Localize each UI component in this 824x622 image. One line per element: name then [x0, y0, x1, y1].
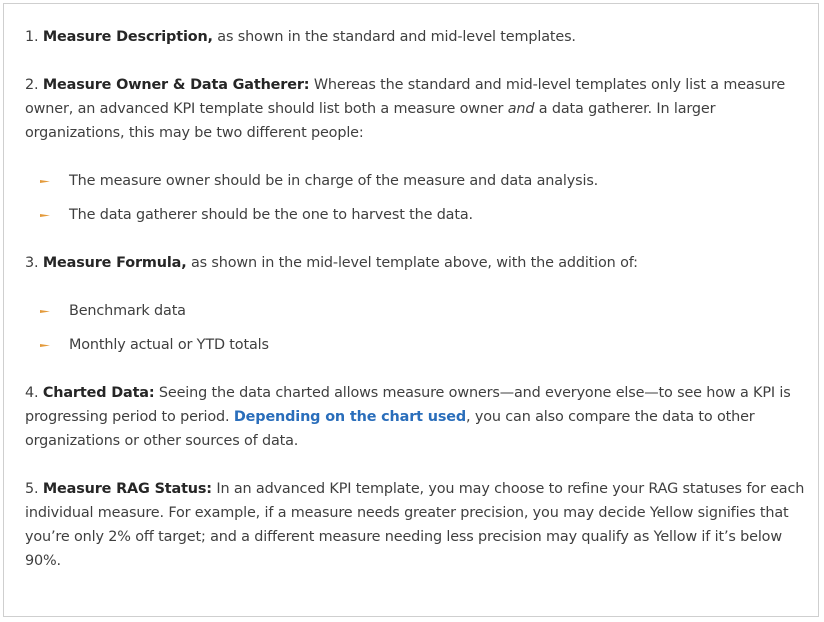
bullet-list-owner: [25, 169, 805, 227]
paragraph-measure-formula: [25, 251, 805, 275]
list-item-text: Benchmark data: [69, 303, 186, 319]
item-number: 2.: [25, 77, 43, 93]
paragraph-measure-description: [25, 25, 805, 49]
heading-measure-owner: Measure Owner & Data Gatherer:: [42, 77, 310, 93]
body-text: as shown in the mid-level template above, with the addition of:: [186, 255, 638, 271]
body-text: a data gatherer. In larger organizations, this may be two different people:: [25, 101, 716, 141]
article-body: [25, 25, 805, 573]
list-item-text: The measure owner should be in charge of the measure and data analysis.: [69, 173, 599, 189]
heading-rag-status: Measure RAG Status:: [42, 481, 212, 497]
body-text: In an advanced KPI template, you may choose to refine your RAG statuses for each individual measure. For example, if a measure needs greater precision, you may decide Yellow signifies that you’re only 2% off target; and a different measure needing less precision may qualify as Yellow if it’s below 90%.: [25, 481, 805, 569]
body-text: Seeing the data charted allows measure owners—and everyone else—to see how a KPI is progressing period to period.: [25, 385, 791, 425]
item-number: 4.: [25, 385, 43, 401]
arrow-bullet-icon: [40, 214, 50, 217]
arrow-bullet-icon: [40, 344, 50, 347]
list-item: [25, 333, 805, 357]
body-text: as shown in the standard and mid-level templates.: [212, 29, 576, 45]
list-item: [25, 299, 805, 323]
arrow-bullet-icon: [40, 180, 50, 183]
heading-measure-formula: Measure Formula,: [42, 255, 187, 271]
paragraph-rag-status: [25, 477, 805, 573]
item-number: 3.: [25, 255, 43, 271]
list-item-text: Monthly actual or YTD totals: [69, 337, 269, 353]
body-text: Whereas the standard and mid-level templates only list a measure owner, an advanced KPI template should list both a measure owner: [25, 77, 786, 117]
chart-used-link[interactable]: Depending on the chart used: [233, 409, 467, 425]
list-item-text: The data gatherer should be the one to harvest the data.: [69, 207, 473, 223]
item-number: 1.: [25, 29, 43, 45]
bullet-list-formula: [25, 299, 805, 357]
paragraph-charted-data: [25, 381, 805, 453]
paragraph-measure-owner: [25, 73, 805, 145]
arrow-bullet-icon: [40, 310, 50, 313]
emphasis-text: and: [507, 101, 535, 117]
list-item: [25, 203, 805, 227]
content-frame: [3, 3, 819, 617]
body-text: , you can also compare the data to other organizations or other sources of data.: [25, 409, 755, 449]
heading-measure-description: Measure Description,: [42, 29, 213, 45]
list-item: [25, 169, 805, 193]
item-number: 5.: [25, 481, 43, 497]
heading-charted-data: Charted Data:: [42, 385, 155, 401]
